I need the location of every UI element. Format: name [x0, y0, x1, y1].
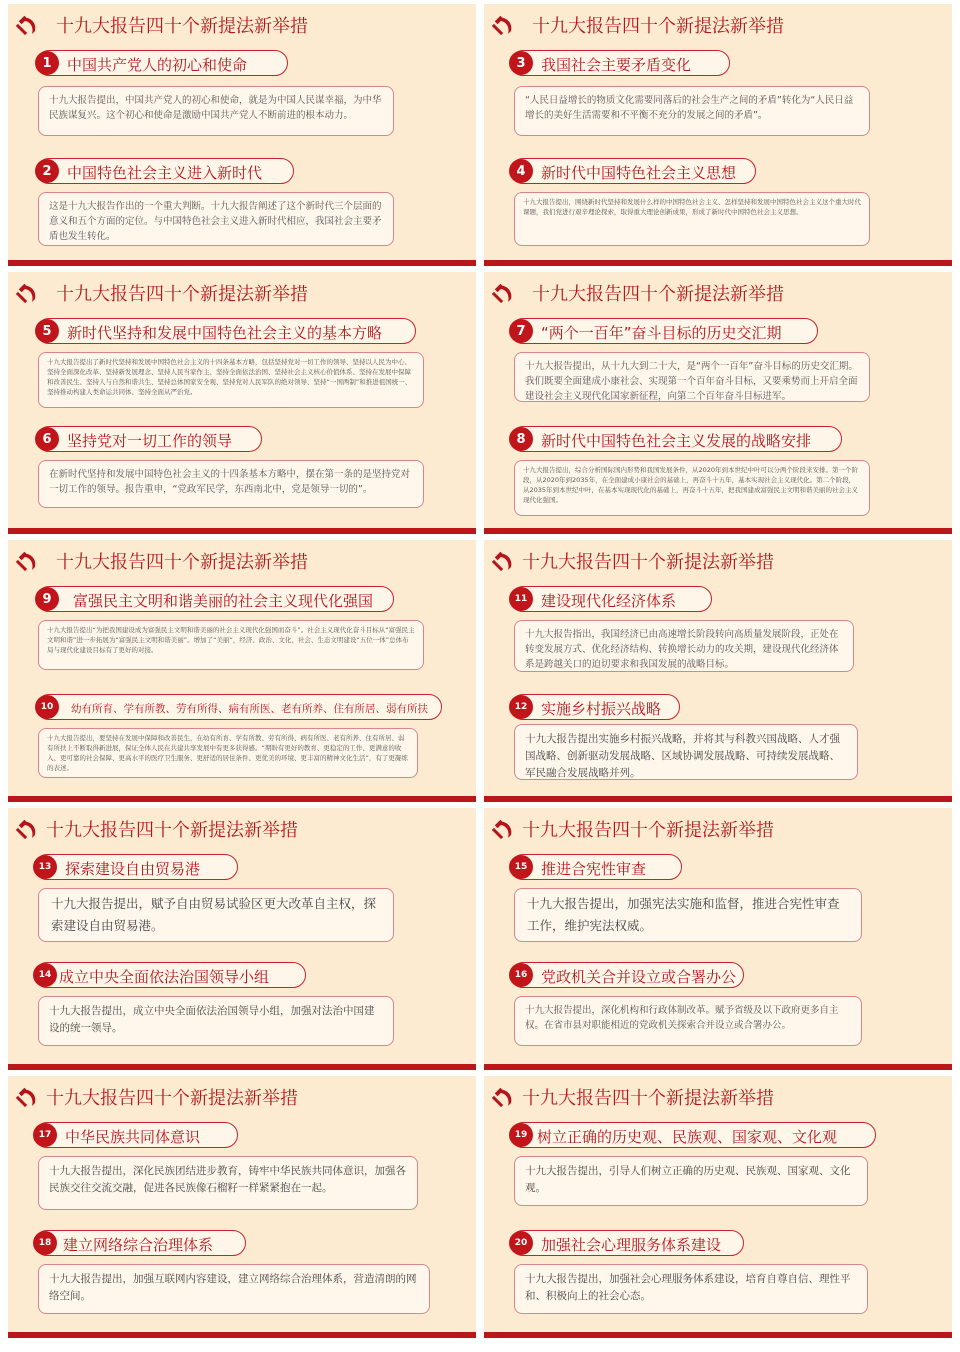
- item-1-body: 十九大报告提出，中国共产党人的初心和使命，就是为中国人民谋幸福，为中华民族谋复兴。这个初心和使命是激励中国共产党人不断前进的根本动力。: [38, 86, 394, 136]
- slide-title: 十九大报告四十个新提法新举措: [522, 1088, 774, 1109]
- item-9-heading: [36, 586, 394, 612]
- item-number-badge: 13: [33, 855, 57, 879]
- hammer-sickle-icon: [16, 1086, 40, 1110]
- item-13-body: 十九大报告提出，赋予自由贸易试验区更大改革自主权，探索建设自由贸易港。: [38, 888, 394, 942]
- item-number-badge: 7: [509, 319, 533, 343]
- item-11-heading: [510, 586, 712, 612]
- item-5-heading: [36, 318, 416, 344]
- item-title: 实施乡村振兴战略: [541, 700, 662, 718]
- slide-6: [484, 540, 952, 802]
- item-18-body: 十九大报告提出，加强互联网内容建设，建立网络综合治理体系，营造清朗的网络空间。: [38, 1264, 430, 1314]
- item-12-body: 十九大报告提出实施乡村振兴战略，并将其与科教兴国战略、人才强国战略、创新驱动发展战略、区域协调发展战略、可持续发展战略、军民融合发展战略并列。: [514, 724, 858, 780]
- item-title: 富强民主文明和谐美丽的社会主义现代化强国: [73, 592, 374, 610]
- item-13-heading: [34, 854, 238, 880]
- item-10-body: 十九大报告提出，要坚持在发展中保障和改善民生，在幼有所育、学有所教、劳有所得、病有所医、老有所养、住有所居、弱有所扶上不断取得新进展，保证全体人民在共建共享发展中有更多获得感。“期盼有更好的教育、更稳定的工作、更满意的收入、更可靠的社会保障、更高水平的医疗卫生服务、更舒适的居住条件、更优美的环境、更丰富的精神文化生活”，有了更凝练的表述。: [38, 728, 418, 778]
- item-4-body: 十九大报告提出，围绕新时代坚持和发展什么样的中国特色社会主义、怎样坚持和发展中国特色社会主义这个重大时代课题，我们党进行艰辛理论探索，取得重大理论创新成果，形成了新时代中国特色社会主义思想。: [514, 192, 870, 246]
- slide-4: [484, 272, 952, 534]
- item-2-heading: [36, 158, 294, 184]
- hammer-sickle-icon: [492, 1086, 516, 1110]
- item-title: 加强社会心理服务体系建设: [541, 1236, 722, 1254]
- item-8-body: 十九大报告提出，综合分析国际国内形势和我国发展条件，从2020年到本世纪中叶可以分两个阶段来安排。第一个阶段，从2020年到2035年，在全面建成小康社会的基础上，再奋斗十五年，基本实现社会主义现代化。第二个阶段，从2035年到本世纪中叶，在基本实现现代化的基础上，再奋斗十五年，把我国建成富强民主文明和谐美丽的社会主义现代化强国。: [514, 460, 870, 516]
- item-number-badge: 4: [509, 159, 533, 183]
- item-number-badge: 6: [35, 427, 59, 451]
- slide-8: [484, 808, 952, 1070]
- item-19-body: 十九大报告提出，引导人们树立正确的历史观、民族观、国家观、文化观。: [514, 1156, 868, 1206]
- item-19-heading: [510, 1122, 876, 1148]
- item-15-heading: [510, 854, 682, 880]
- item-15-body: 十九大报告提出，加强宪法实施和监督，推进合宪性审查工作，维护宪法权威。: [514, 888, 862, 942]
- item-14-heading: [34, 962, 306, 988]
- item-title: 幼有所育、学有所教、劳有所得、病有所医、老有所养、住有所居、弱有所扶: [71, 703, 428, 715]
- item-number-badge: 15: [509, 855, 533, 879]
- item-title: 新时代坚持和发展中国特色社会主义的基本方略: [67, 324, 383, 342]
- slide-9: [8, 1076, 476, 1338]
- item-title: 党政机关合并设立或合署办公: [541, 968, 737, 986]
- item-17-heading: [34, 1122, 238, 1148]
- hammer-sickle-icon: [16, 14, 40, 38]
- slide-title: 十九大报告四十个新提法新举措: [532, 284, 784, 305]
- item-2-body: 这是十九大报告作出的一个重大判断。十九大报告阐述了这个新时代三个层面的意义和五个方面的定位。与中国特色社会主义进入新时代相应，我国社会主要矛盾也发生转化。: [38, 192, 394, 246]
- item-1-heading: [36, 50, 288, 76]
- item-title: “两个一百年”奋斗目标的历史交汇期: [541, 324, 782, 342]
- slide-5: [8, 540, 476, 802]
- item-number-badge: 2: [35, 159, 59, 183]
- item-number-badge: 5: [35, 319, 59, 343]
- item-number-badge: 9: [35, 587, 59, 611]
- hammer-sickle-icon: [16, 550, 40, 574]
- item-7-heading: [510, 318, 818, 344]
- item-3-heading: [510, 50, 730, 76]
- item-title: 探索建设自由贸易港: [65, 860, 201, 878]
- slide-title: 十九大报告四十个新提法新举措: [56, 552, 308, 573]
- item-number-badge: 14: [33, 963, 57, 987]
- item-17-body: 十九大报告提出，深化民族团结进步教育，铸牢中华民族共同体意识，加强各民族交往交流交融，促进各民族像石榴籽一样紧紧抱在一起。: [38, 1156, 418, 1210]
- item-title: 中国共产党人的初心和使命: [67, 56, 248, 74]
- slide-2: [484, 4, 952, 266]
- item-title: 建立网络综合治理体系: [63, 1236, 214, 1254]
- slide-title: 十九大报告四十个新提法新举措: [522, 552, 774, 573]
- item-number-badge: 11: [509, 587, 533, 611]
- slide-title: 十九大报告四十个新提法新举措: [522, 820, 774, 841]
- slide-7: [8, 808, 476, 1070]
- hammer-sickle-icon: [16, 282, 40, 306]
- item-title: 中华民族共同体意识: [65, 1128, 201, 1146]
- item-16-body: 十九大报告提出，深化机构和行政体制改革。赋予省级及以下政府更多自主权。在省市县对职能相近的党政机关探索合并设立或合署办公。: [514, 996, 862, 1046]
- item-title: 建设现代化经济体系: [541, 592, 677, 610]
- item-number-badge: 17: [33, 1123, 57, 1147]
- item-7-body: 十九大报告提出，从十九大到二十大，是“两个一百年”奋斗目标的历史交汇期。我们既要全面建成小康社会、实现第一个百年奋斗目标，又要乘势而上开启全面建设社会主义现代化国家新征程，向第二个百年奋斗目标进军。: [514, 352, 870, 402]
- slide-title: 十九大报告四十个新提法新举措: [46, 820, 298, 841]
- item-8-heading: [510, 426, 842, 452]
- item-18-heading: [34, 1230, 246, 1256]
- hammer-sickle-icon: [492, 282, 516, 306]
- slide-title: 十九大报告四十个新提法新举措: [532, 16, 784, 37]
- item-6-body: 在新时代坚持和发展中国特色社会主义的十四条基本方略中，摆在第一条的是坚持党对一切工作的领导。报告重申，“党政军民学，东西南北中，党是领导一切的”。: [38, 460, 424, 508]
- item-16-heading: [510, 962, 744, 988]
- item-9-body: 十九大报告提出“为把我国建设成为富强民主文明和谐美丽的社会主义现代化强国而奋斗”。社会主义现代化奋斗目标从“富强民主文明和谐”进一步拓展为“富强民主文明和谐美丽”。增加了“美丽”，经济、政治、文化、社会、生态文明建设“五位一体”总体布局与现代化建设目标有了更好的对接。: [38, 620, 424, 670]
- item-number-badge: 16: [509, 963, 533, 987]
- item-14-body: 十九大报告提出，成立中央全面依法治国领导小组，加强对法治中国建设的统一领导。: [38, 996, 394, 1046]
- item-title: 推进合宪性审查: [541, 860, 647, 878]
- item-10-heading: [36, 694, 442, 720]
- item-11-body: 十九大报告指出，我国经济已由高速增长阶段转向高质量发展阶段，正处在转变发展方式、优化经济结构、转换增长动力的攻关期，建设现代化经济体系是跨越关口的迫切要求和我国发展的战略目标。: [514, 620, 854, 672]
- slide-title: 十九大报告四十个新提法新举措: [56, 284, 308, 305]
- item-title: 新时代中国特色社会主义思想: [541, 164, 737, 182]
- item-title: 坚持党对一切工作的领导: [67, 432, 233, 450]
- item-4-heading: [510, 158, 756, 184]
- slide-3: [8, 272, 476, 534]
- item-5-body: 十九大报告提出了新时代坚持和发展中国特色社会主义的十四条基本方略，包括坚持党对一切工作的领导、坚持以人民为中心、坚持全面深化改革、坚持新发展理念、坚持人民当家作主、坚持全面依法治国、坚持社会主义核心价值体系、坚持在发展中保障和改善民生、坚持人与自然和谐共生、坚持总体国家安全观、坚持党对人民军队的绝对领导、坚持“一国两制”和推进祖国统一、坚持推动构建人类命运共同体、坚持全面从严治党。: [38, 352, 424, 408]
- item-title: 树立正确的历史观、民族观、国家观、文化观: [537, 1128, 838, 1146]
- item-number-badge: 12: [509, 695, 533, 719]
- slide-1: [8, 4, 476, 266]
- slide-title: 十九大报告四十个新提法新举措: [56, 16, 308, 37]
- item-title: 成立中央全面依法治国领导小组: [59, 968, 270, 986]
- item-12-heading: [510, 694, 680, 720]
- item-20-heading: [510, 1230, 744, 1256]
- hammer-sickle-icon: [492, 818, 516, 842]
- item-number-badge: 20: [509, 1231, 533, 1255]
- item-number-badge: 8: [509, 427, 533, 451]
- item-title: 我国社会主要矛盾变化: [541, 56, 692, 74]
- item-number-badge: 3: [509, 51, 533, 75]
- hammer-sickle-icon: [16, 818, 40, 842]
- hammer-sickle-icon: [492, 550, 516, 574]
- item-number-badge: 10: [35, 695, 59, 719]
- item-title: 中国特色社会主义进入新时代: [67, 164, 263, 182]
- slide-10: [484, 1076, 952, 1338]
- item-3-body: “人民日益增长的物质文化需要同落后的社会生产之间的矛盾”转化为“人民日益增长的美好生活需要和不平衡不充分的发展之间的矛盾”。: [514, 86, 870, 136]
- hammer-sickle-icon: [492, 14, 516, 38]
- item-number-badge: 19: [509, 1123, 533, 1147]
- item-number-badge: 1: [35, 51, 59, 75]
- slide-title: 十九大报告四十个新提法新举措: [46, 1088, 298, 1109]
- item-number-badge: 18: [33, 1231, 57, 1255]
- item-20-body: 十九大报告提出，加强社会心理服务体系建设，培育自尊自信、理性平和、积极向上的社会心态。: [514, 1264, 868, 1314]
- item-6-heading: [36, 426, 262, 452]
- item-title: 新时代中国特色社会主义发展的战略安排: [541, 432, 812, 450]
